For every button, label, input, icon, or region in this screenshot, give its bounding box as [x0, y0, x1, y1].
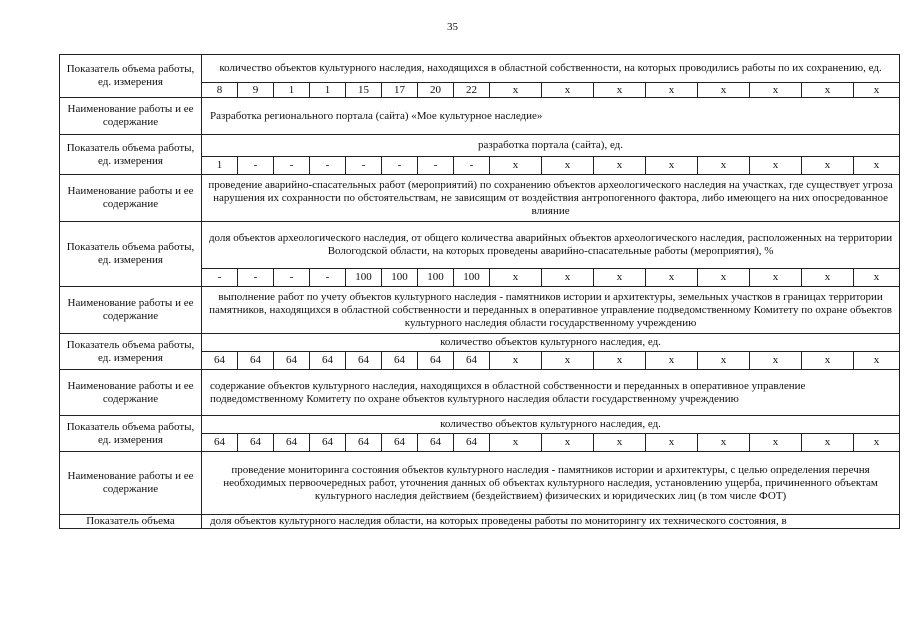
value-cell: - [310, 157, 346, 175]
value-cell: 9 [238, 83, 274, 98]
value-cell: - [238, 157, 274, 175]
value-cell: x [594, 269, 646, 287]
work-label: Наименование работы и ее содержание [60, 370, 202, 416]
value-cell: 64 [346, 434, 382, 452]
page-number: 35 [447, 21, 458, 33]
value-cell: x [594, 157, 646, 175]
indicator-label: Показатель объема работы, ед. измерения [60, 55, 202, 98]
value-cell: x [802, 434, 854, 452]
value-cell: x [698, 434, 750, 452]
value-cell: 64 [454, 434, 490, 452]
indicator-description: доля объектов культурного наследия области, на которых проведены работы по мониторингу их технического состояния, в [202, 515, 900, 529]
value-cell: x [698, 157, 750, 175]
work-label: Наименование работы и ее содержание [60, 175, 202, 222]
value-cell: 8 [202, 83, 238, 98]
value-cell: x [594, 352, 646, 370]
work-row [60, 370, 900, 416]
work-row [60, 175, 900, 222]
value-cell: x [542, 352, 594, 370]
value-cell: x [490, 269, 542, 287]
value-cell: x [542, 269, 594, 287]
indicator-description: количество объектов культурного наследия, ед. [202, 416, 900, 434]
value-cell: x [490, 157, 542, 175]
work-description: проведение аварийно-спасательных работ (мероприятий) по сохранению объектов археологического наследия на участках, где существует угроза нарушения их сохранности по обстоятельствам, не зависящим от воздействия антропогенного фактора, либо имеющего на них опосредованное влияние [202, 175, 900, 222]
value-cell: 64 [274, 434, 310, 452]
value-cell: x [542, 83, 594, 98]
work-row [60, 287, 900, 334]
value-cell: 64 [418, 352, 454, 370]
value-cell: x [698, 352, 750, 370]
indicator-header-row [60, 135, 900, 157]
value-cell: x [490, 434, 542, 452]
value-cell: x [750, 434, 802, 452]
value-cell: x [594, 83, 646, 98]
indicator-header-row [60, 334, 900, 352]
value-cell: x [854, 83, 900, 98]
value-cell: x [854, 157, 900, 175]
value-cell: 1 [274, 83, 310, 98]
value-cell: - [238, 269, 274, 287]
value-cell: - [274, 269, 310, 287]
value-cell: - [346, 157, 382, 175]
value-cell: x [646, 269, 698, 287]
value-cell: x [542, 157, 594, 175]
value-cell: 64 [238, 352, 274, 370]
indicator-label: Показатель объема работы, ед. измерения [60, 416, 202, 452]
value-cell: x [698, 269, 750, 287]
value-cell: x [802, 352, 854, 370]
value-cell: 64 [310, 434, 346, 452]
value-cell: - [202, 269, 238, 287]
value-cell: x [854, 434, 900, 452]
value-cell: 64 [202, 352, 238, 370]
value-cell: 64 [274, 352, 310, 370]
value-cell: 22 [454, 83, 490, 98]
work-row [60, 452, 900, 515]
value-cell: 100 [346, 269, 382, 287]
value-cell: 64 [418, 434, 454, 452]
value-cell: x [750, 352, 802, 370]
value-cell: x [854, 269, 900, 287]
indicator-header-row [60, 416, 900, 434]
work-description: Разработка регионального портала (сайта) «Мое культурное наследие» [202, 98, 900, 135]
value-cell: 64 [382, 352, 418, 370]
value-cell: 1 [310, 83, 346, 98]
value-cell: 64 [382, 434, 418, 452]
value-cell: 17 [382, 83, 418, 98]
value-cell: x [802, 269, 854, 287]
value-cell: x [646, 352, 698, 370]
indicator-header-row [60, 55, 900, 83]
value-cell: 1 [202, 157, 238, 175]
partial-indicator-row [60, 515, 900, 529]
indicator-header-row [60, 222, 900, 269]
value-cell: x [750, 269, 802, 287]
value-cell: x [490, 352, 542, 370]
indicator-description: разработка портала (сайта), ед. [202, 135, 900, 157]
value-cell: x [594, 434, 646, 452]
value-cell: - [418, 157, 454, 175]
indicator-description: количество объектов культурного наследия, находящихся в областной собственности, на которых проводились работы по их сохранению, ед. [202, 55, 900, 83]
value-cell: 100 [382, 269, 418, 287]
indicator-description: доля объектов археологического наследия, от общего количества аварийных объектов археологического наследия, расположенных на территории Вологодской области, на которых проведены аварийно-спасательные работы (мероприятия), % [202, 222, 900, 269]
indicator-label: Показатель объема работы, ед. измерения [60, 222, 202, 287]
value-cell: - [382, 157, 418, 175]
value-cell: x [646, 434, 698, 452]
work-label: Наименование работы и ее содержание [60, 287, 202, 334]
value-cell: 100 [418, 269, 454, 287]
value-cell: x [542, 434, 594, 452]
value-cell: x [750, 157, 802, 175]
value-cell: x [802, 83, 854, 98]
indicator-label: Показатель объема [60, 515, 202, 529]
work-description: выполнение работ по учету объектов культурного наследия - памятников истории и архитектуры, земельных участков в границах территории памятников, находящихся в областной собственности и переданных в оперативное управление подведомственному Комитету по охране объектов культурного наследия области государственному учреждению [202, 287, 900, 334]
value-cell: 20 [418, 83, 454, 98]
indicator-label: Показатель объема работы, ед. измерения [60, 334, 202, 370]
value-cell: - [454, 157, 490, 175]
value-cell: x [490, 83, 542, 98]
work-volume-table [59, 54, 900, 529]
value-cell: x [646, 83, 698, 98]
work-label: Наименование работы и ее содержание [60, 452, 202, 515]
value-cell: 64 [202, 434, 238, 452]
indicator-label: Показатель объема работы, ед. измерения [60, 135, 202, 175]
value-cell: x [854, 352, 900, 370]
value-cell: 64 [346, 352, 382, 370]
value-cell: x [698, 83, 750, 98]
value-cell: 100 [454, 269, 490, 287]
value-cell: x [750, 83, 802, 98]
value-cell: - [274, 157, 310, 175]
work-row [60, 98, 900, 135]
value-cell: 64 [454, 352, 490, 370]
work-description: проведение мониторинга состояния объектов культурного наследия - памятников истории и архитектуры, с целью определения перечня необходимых первоочередных работ, уточнения данных об объектах культурного наследия, установлению ущерба, причиненного объектам культурного наследия действием (бездействием) физических и юридических лиц (в том числе ФОТ) [202, 452, 900, 515]
value-cell: 15 [346, 83, 382, 98]
value-cell: 64 [310, 352, 346, 370]
work-label: Наименование работы и ее содержание [60, 98, 202, 135]
indicator-description: количество объектов культурного наследия, ед. [202, 334, 900, 352]
value-cell: - [310, 269, 346, 287]
value-cell: x [802, 157, 854, 175]
value-cell: 64 [238, 434, 274, 452]
work-description: содержание объектов культурного наследия, находящихся в областной собственности и переданных в оперативное управление подведомственному Комитету по охране объектов культурного наследия области государственному учреждению [202, 370, 900, 416]
value-cell: x [646, 157, 698, 175]
